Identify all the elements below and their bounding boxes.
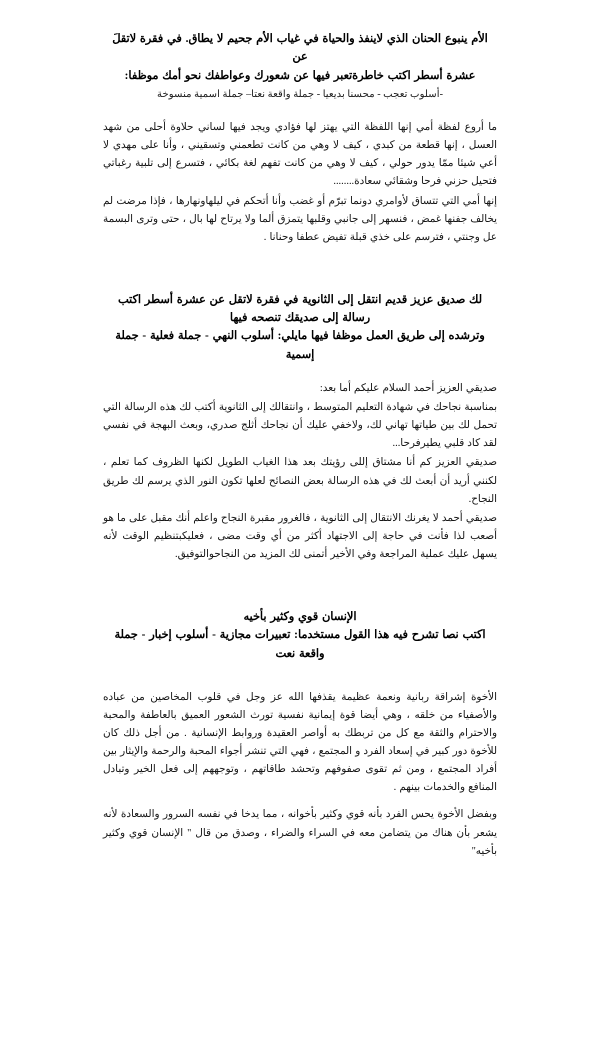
prompt-mother xyxy=(103,30,497,85)
paragraph-friend-4: صديقي أحمد لا يغرنك الانتقال إلى الثانوية ، فالغرور مقبرة النجاح واعلم أنك مقبل على ما هو أصعب لذا فأنت في حاجة إلى الاجتهاد أكثر من أي وقت مضى ، فعليكبتنظيم الوقت لأنه يسهل عليك عملية المراجعة وفي الأخير أتمنى لك المزيد من النجاحوالتوفيق. xyxy=(103,512,497,560)
prompt-friend-line-1: لك صديق عزيز قديم انتقل إلى الثانوية في فقرة لاتقل عن عشرة أسطر اكتب رسالة إلى صديقك تنصحه فيها xyxy=(117,293,483,325)
prompt-friend-line-2: وترشده إلى طريق العمل موظفا فيها مايلي: أسلوب النهي - جملة فعلية - جملة إسمية xyxy=(115,330,485,361)
hints-mother: -أسلوب تعجب - محسنا بديعيا - جملة واقعة نعتا– جملة اسمية منسوخة xyxy=(156,88,444,100)
section-gap-1 xyxy=(103,247,497,291)
prompt-mother-line-1: الأم ينبوع الحنان الذي لاينفذ والحياة في غياب الأم جحيم لا يطاق. في فقرة لاتقلَ عن xyxy=(112,33,488,64)
spacer xyxy=(103,663,497,689)
section-mother xyxy=(103,30,497,247)
section-friend-letter xyxy=(103,291,497,564)
prompt-mother-line-2: عشرة أسطر اكتب خاطرةتعبر فيها عن شعورك وعواطفك نحو أمك موظفا: xyxy=(124,69,476,82)
page-bottom-whitespace xyxy=(103,861,497,1047)
spacer xyxy=(103,797,497,806)
paragraph-mother-1: ما أروع لفظة أمي إنها اللفظة التي يهتز لها فؤادي ويجد فيها لساني حلاوة أحلى من شهد العسل ، إنها قطعة من كبدي ، كيف لا وهي من كانت تطعمني وتسقيني ، وأنا على مهدي لا أعي شيئا ممّا يدور حولي ، كيف لا وهي من كانت تفهم لغة بكائي ، فتسرع إلى تلبية رغباتي فتحيل حزني فرحا وشقائي سعادة........ xyxy=(103,122,497,188)
spacer xyxy=(103,364,497,380)
prompt-brotherhood xyxy=(103,608,497,663)
paragraph-friend-1: صديقي العزيز أحمد السلام عليكم أما بعد: xyxy=(319,383,497,395)
paragraph-friend-2: بمناسبة نجاحك في شهادة التعليم المتوسط ، وانتقالك إلى الثانوية أكتب لك هذه الرسالة التي تحمل لك بين طياتها تهاني لك، ولاخفي عليك أن نجاحك أثلج صدري، وبعث البهجة في نفسي لقد كاد قلبي يطيرفرحا... xyxy=(103,402,497,450)
paragraph-brotherhood-1: الأخوة إشراقة ربانية ونعمة عظيمة يقذفها الله عز وجل في قلوب المخاصين من عباده والأصفياء من خلقه ، وهي أيضا قوة إيمانية نفسية تورث الشعور العميق بالعاطفة والمحبة والاحترام والثقة مع كل من تربطك به أواصر العقيدة وروابط الإنسانية . من أجل ذلك كان للأخوة دور كبير في إسعاد الفرد و المجتمع ، فهي التي تنشر أجواء المحبة والرحمة والإيثار بين أفراد المجتمع ، ومن ثم تقوى صفوفهم وتحشد طاقاتهم ، وتوجههم إلى فعل الخير وتبادل المنافع والخدمات بينهم . xyxy=(103,691,497,794)
paragraph-mother-2: إنها أمي التي تتساق لأوامري دونما تبرّم أو غضب وأنا أتحكم في ليلهاونهارها ، فإذا مرضت لم يخالف جفنها غمض ، فنسهر إلى جانبي وقلبها يتمزق ألما ولا يرتاح لها بال ، حتى وترى البسمة عل وجنتي ، فترسم على خذي قبلة تفيض عطفا وحنانا . xyxy=(103,195,497,243)
section-gap-2 xyxy=(103,564,497,608)
prompt-brotherhood-line-1: الإنسان قوي وكثير بأخيه xyxy=(243,610,357,623)
paragraph-friend-3: صديقي العزيز كم أنا مشتاق إللى رؤيتك بعد هذا الغياب الطويل لكنها الظروف كما تعلم ، لكنني أريد أن أبعث لك في هذه الرسالة بعض النصائح لعلها تكون النور الذي يرسم لك طريق النجاح. xyxy=(103,457,497,505)
section-brotherhood xyxy=(103,608,497,861)
prompt-friend-letter xyxy=(103,291,497,364)
spacer xyxy=(103,103,497,119)
paragraph-brotherhood-2: وبفضل الأخوة يحس الفرد بأنه قوي وكثير بأخوانه ، مما يدخا في نفسه السرور والسعادة لأنه يشعر بأن هناك من يتضامن معه في السراء والضراء ، وصدق من قال " الإنسان قوي وكثير بأخيه" xyxy=(103,809,497,857)
prompt-brotherhood-line-2: اكتب نصا تشرح فيه هذا القول مستخدما: تعبيرات مجازية - أسلوب إخبار - جملة واقعة نعت xyxy=(114,629,486,660)
